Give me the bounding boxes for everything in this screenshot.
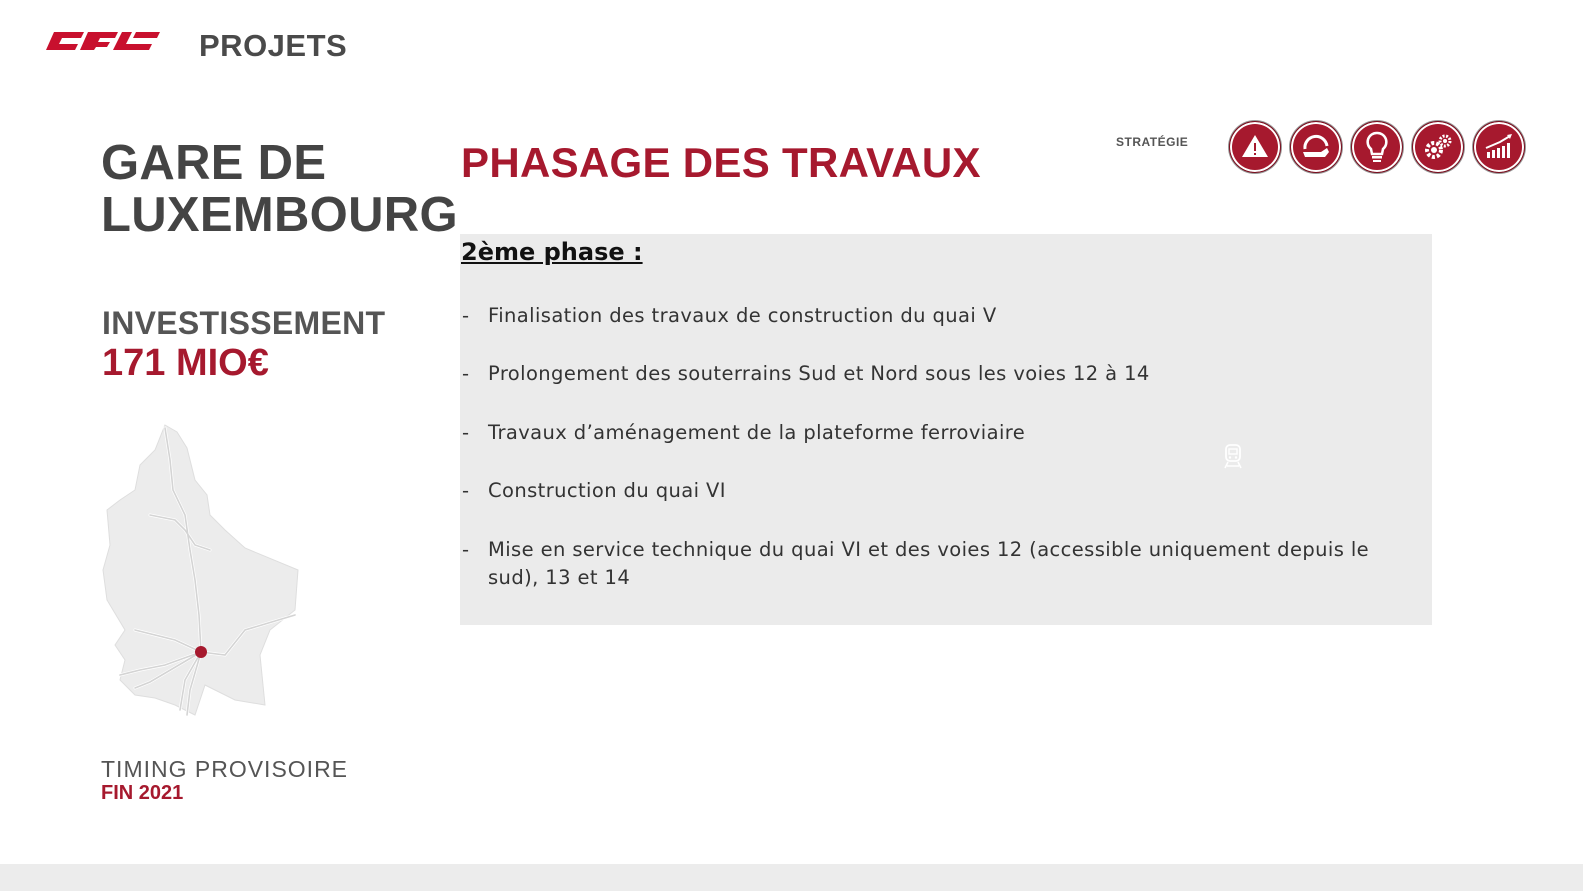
bullet-dash: - <box>462 538 470 561</box>
list-item-text: Prolongement des souterrains Sud et Nord sous les voies 12 à 14 <box>488 362 1150 385</box>
list-item <box>460 302 1420 330</box>
project-name-line1: GARE DE <box>101 136 327 190</box>
list-item-text: Finalisation des travaux de construction du quai V <box>488 304 997 327</box>
list-item <box>460 419 1420 447</box>
luxembourg-station-marker <box>195 646 207 658</box>
gears-icon <box>1412 121 1464 173</box>
list-item-text: Travaux d’aménagement de la plateforme ferroviaire <box>488 421 1026 444</box>
bullet-dash: - <box>462 421 470 444</box>
list-item-text: Mise en service technique du quai VI et des voies 12 (accessible uniquement depuis le sud), 13 et 14 <box>488 538 1370 589</box>
bullet-dash: - <box>462 479 470 502</box>
timing-label: TIMING PROVISOIRE <box>101 756 349 782</box>
investment-label: INVESTISSEMENT <box>102 305 386 341</box>
project-name <box>101 137 458 241</box>
phase-panel <box>460 234 1432 625</box>
bullet-dash: - <box>462 304 470 327</box>
investment-value: 171 MIO€ <box>102 342 269 384</box>
luxembourg-map <box>95 420 305 720</box>
project-name-line2: LUXEMBOURG <box>101 188 458 242</box>
phase-heading: 2ème phase : <box>461 238 643 266</box>
list-item <box>460 477 1420 505</box>
warning-icon <box>1229 121 1281 173</box>
footer-bar <box>0 864 1583 891</box>
section-title: PHASAGE DES TRAVAUX <box>461 139 981 186</box>
cfl-logo <box>44 30 160 52</box>
page-header-title: PROJETS <box>199 28 348 63</box>
lightbulb-icon <box>1351 121 1403 173</box>
customer-service-icon <box>1290 121 1342 173</box>
list-item-text: Construction du quai VI <box>488 479 726 502</box>
bullet-dash: - <box>462 362 470 385</box>
strategy-label: STRATÉGIE <box>1116 135 1189 149</box>
timing-value: FIN 2021 <box>101 782 184 804</box>
train-icon <box>1222 442 1244 470</box>
list-item <box>460 360 1420 388</box>
list-item <box>460 536 1420 592</box>
growth-chart-icon <box>1473 121 1525 173</box>
